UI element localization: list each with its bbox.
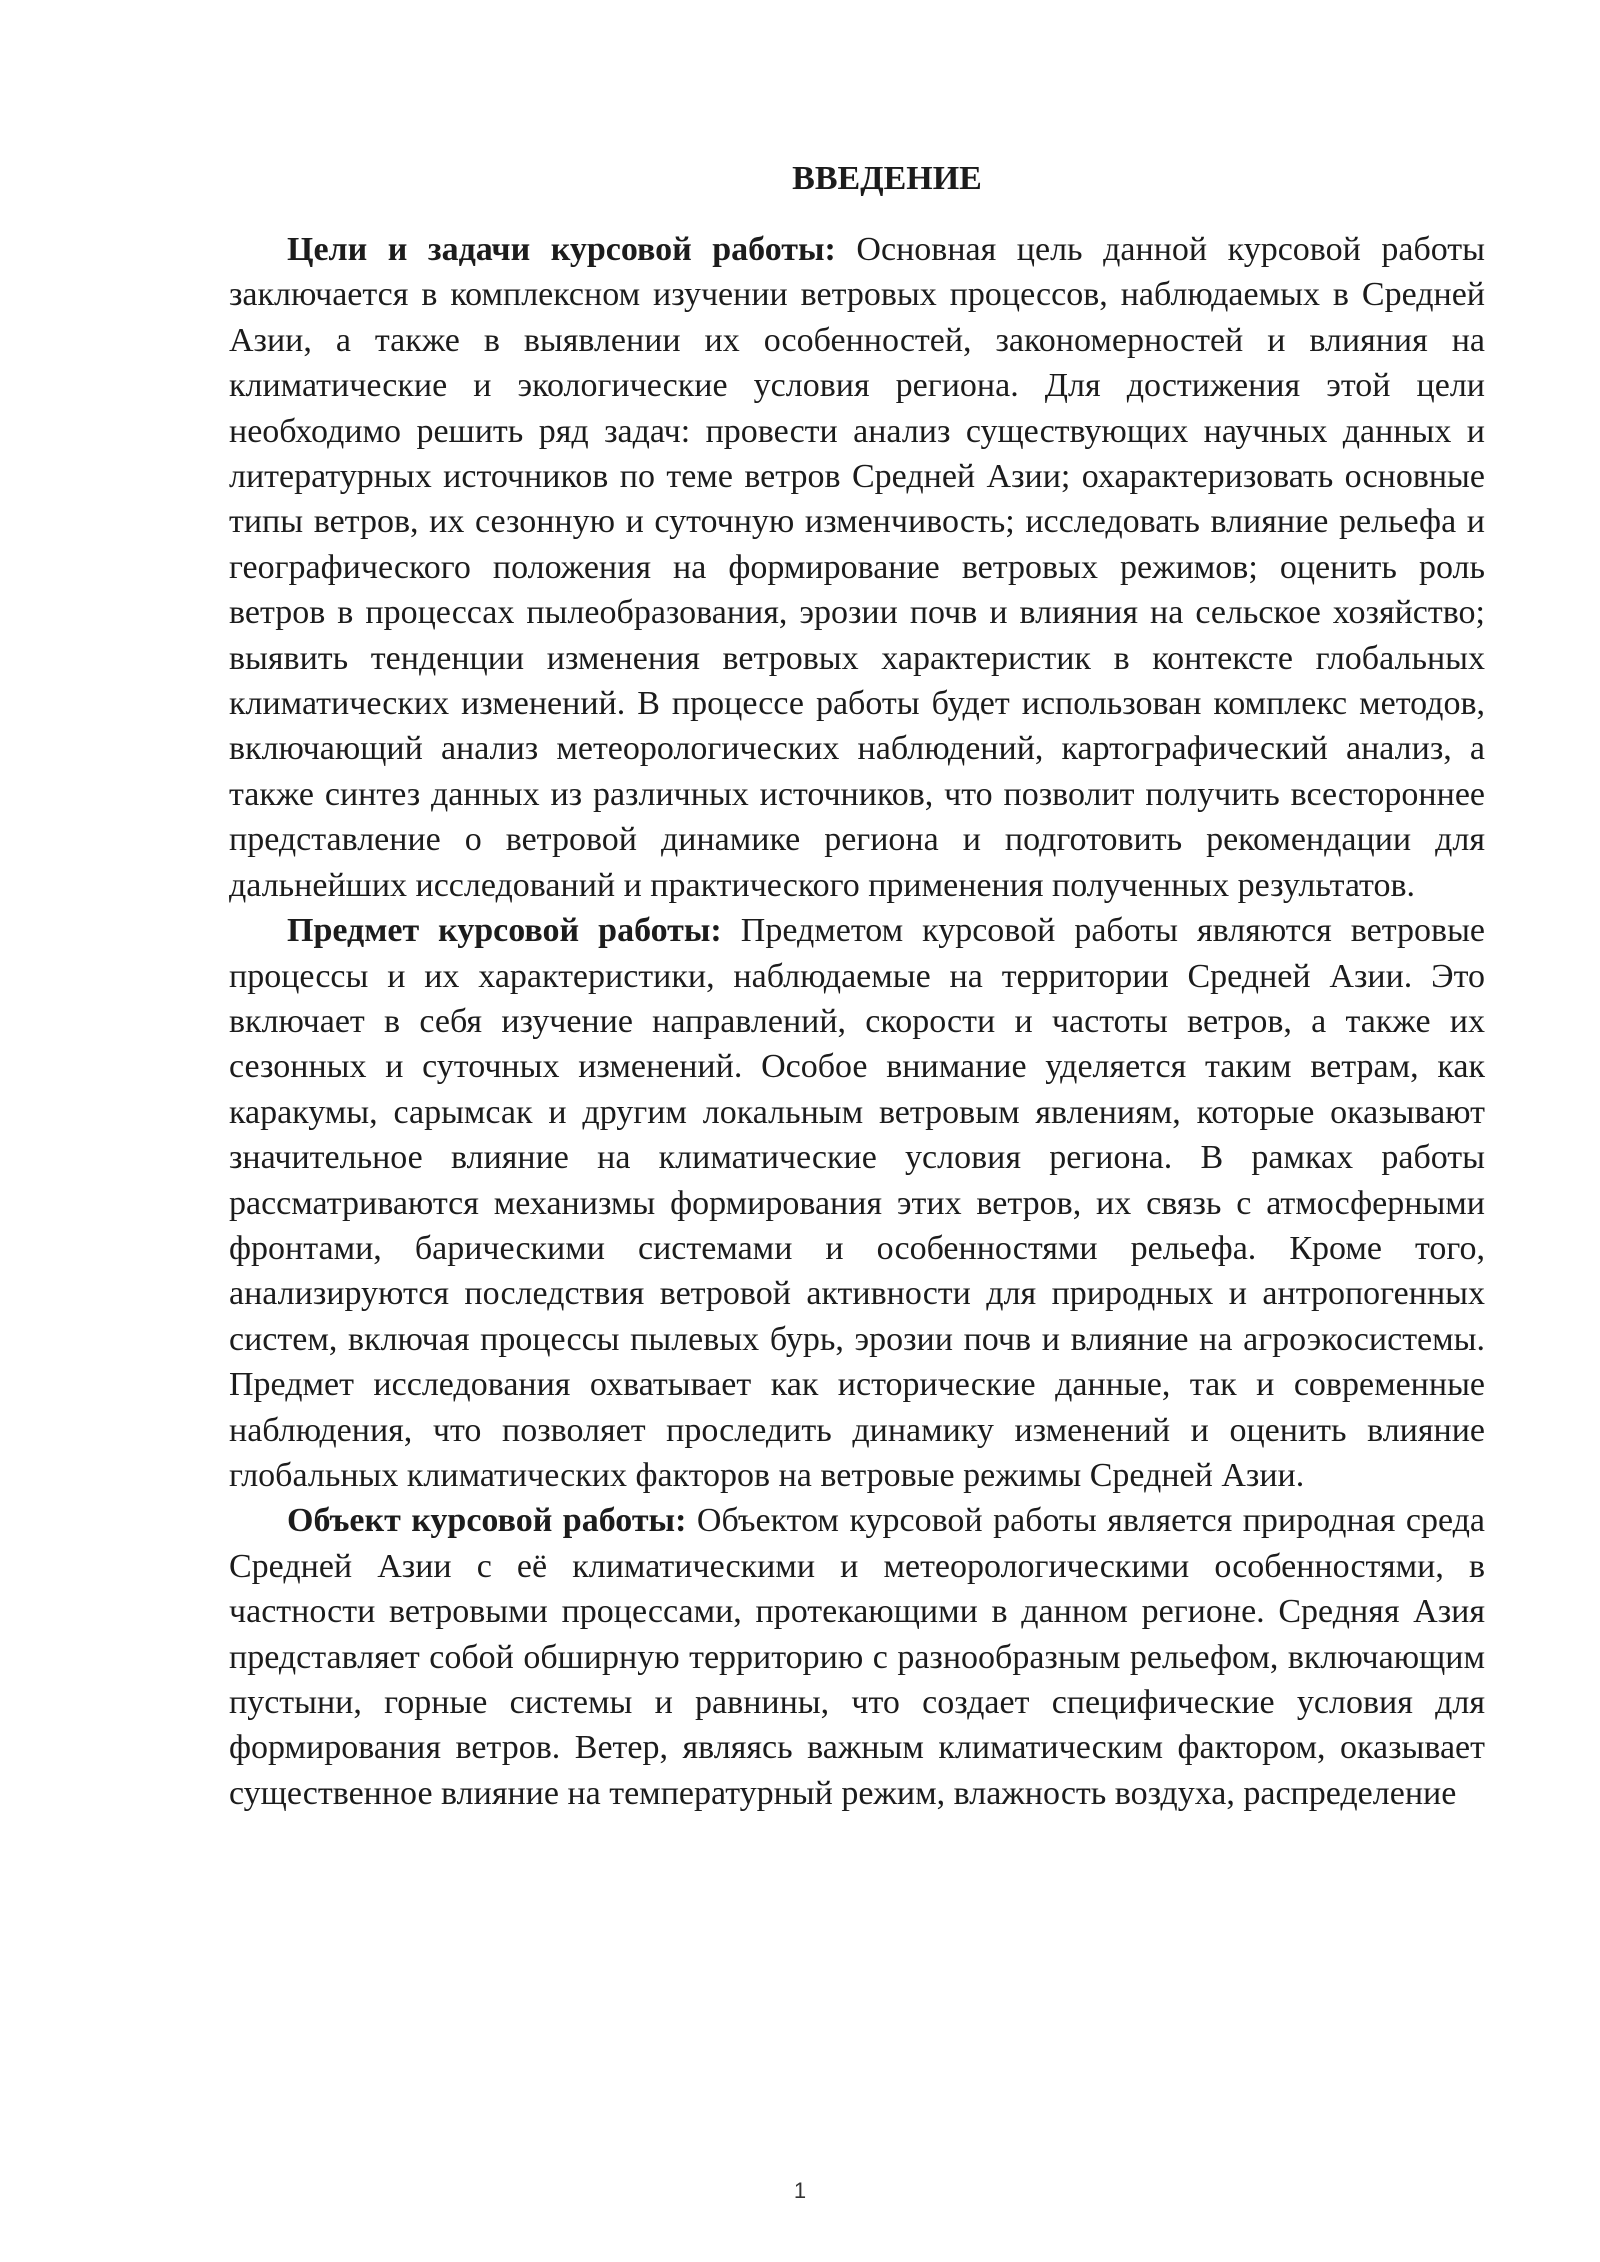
paragraph-text: Предметом курсовой работы являются ветровые процессы и их характеристики, наблюдаемые на территории Средней Азии. Это включает в себя изучение направлений, скорости и частоты ветров, а также их сезонных и суточных изменений. Особое внимание уделяется таким ветрам, как каракумы, сарымсак и другим локальным ветровым явлениям, которые оказывают значительное влияние на климатические условия региона. В рамках работы рассматриваются механизмы формирования этих ветров, их связь с атмосферными фронтами, барическими системами и особенностями рельефа. Кроме того, анализируются последствия ветровой активности для природных и антропогенных систем, включая процессы пылевых бурь, эрозии почв и влияние на агроэкосистемы. Предмет исследования охватывает как исторические данные, так и современные наблюдения, что позволяет проследить динамику изменений и оценить влияние глобальных климатических факторов на ветровые режимы Средней Азии. <box>229 912 1485 1494</box>
page-content <box>229 156 1485 1816</box>
page-title: ВВЕДЕНИЕ <box>792 160 982 197</box>
paragraph-goals <box>229 227 1485 908</box>
paragraph-object <box>229 1498 1485 1816</box>
paragraph-text: Объектом курсовой работы является природная среда Средней Азии с её климатическими и метеорологическими особенностями, в частности ветровыми процессами, протекающими в данном регионе. Средняя Азия представляет собой обширную территорию с разнообразным рельефом, включающим пустыни, горные системы и равнины, что создает специфические условия для формирования ветров. Ветер, являясь важным климатическим фактором, оказывает существенное влияние на температурный режим, влажность воздуха, распределение <box>229 1502 1486 1812</box>
paragraph-lead: Предмет курсовой работы: <box>287 912 722 950</box>
paragraph-subject <box>229 908 1485 1498</box>
paragraph-lead: Цели и задачи курсовой работы: <box>287 231 836 268</box>
paragraph-text: Основная цель данной курсовой работы заключается в комплексном изучении ветровых процессов, наблюдаемых в Средней Азии, а также в выявлении их особенностей, закономерностей и влияния на климатические и экологические условия региона. Для достижения этой цели необходимо решить ряд задач: провести анализ существующих научных данных и литературных источников по теме ветров Средней Азии; охарактеризовать основные типы ветров, их сезонную и суточную изменчивость; исследовать влияние рельефа и географического положения на формирование ветровых режимов; оценить роль ветров в процессах пылеобразования, эрозии почв и влияния на сельское хозяйство; выявить тенденции изменения ветровых характеристик в контексте глобальных климатических изменений. В процессе работы будет использован комплекс методов, включающий анализ метеорологических наблюдений, картографический анализ, а также синтез данных из различных источников, что позволит получить всестороннее представление о ветровой динамике региона и подготовить рекомендации для дальнейших исследований и практического применения полученных результатов. <box>229 231 1485 904</box>
paragraph-lead: Объект курсовой работы: <box>287 1502 687 1540</box>
page-number: 1 <box>793 2178 807 2203</box>
